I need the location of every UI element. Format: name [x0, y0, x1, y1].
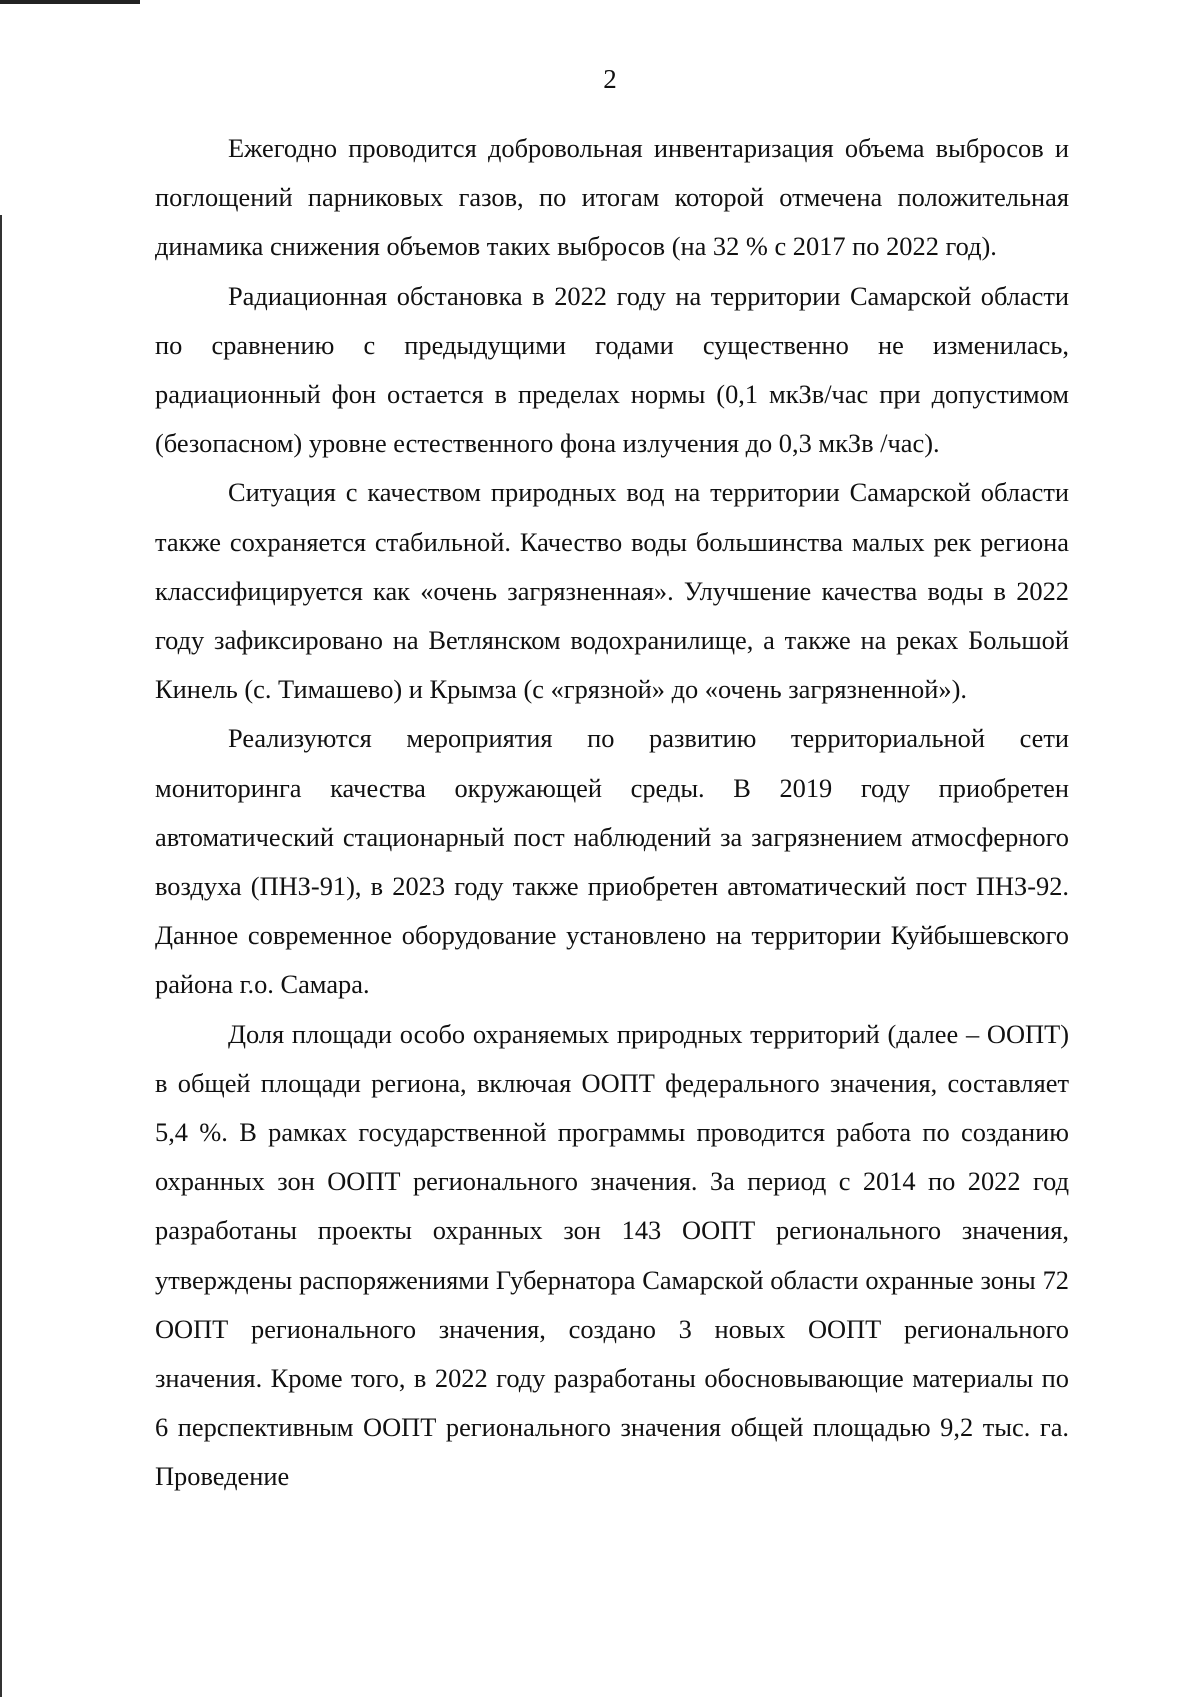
paragraph-monitoring: Реализуются мероприятия по развитию территориальной сети мониторинга качества окружающей среды. В 2019 году приобретен автоматический стационарный пост наблюдений за загрязнением атмосферного воздуха (ПНЗ-91), в 2023 году также приобретен автоматический пост ПНЗ-92. Данное современное оборудование установлено на территории Куйбышевского района г.о. Самара.	[155, 723, 1069, 1000]
paragraph-radiation: Радиационная обстановка в 2022 году на территории Самарской области по сравнению с предыдущими годами существенно не изменилась, радиационный фон остается в пределах нормы (0,1 мкЗв/час при допустимом (безопасном) уровне естественного фона излучения до 0,3 мкЗв /час).	[155, 280, 1069, 459]
paragraph-emissions: Ежегодно проводится добровольная инвентаризация объема выбросов и поглощений парниковых газов, по итогам которой отмечена положительная динамика снижения объемов таких выбросов (на 32 % с 2017 по 2022 год).	[155, 133, 1069, 262]
paragraph-water: Ситуация с качеством природных вод на территории Самарской области также сохраняется стабильной. Качество воды большинства малых рек региона классифицируется как «очень загрязненная». Улучшение качества воды в 2022 году зафиксировано на Ветлянском водохранилище, а также на реках Большой Кинель (с. Тимашево) и Крымза (с «грязной» до «очень загрязненной»).	[155, 477, 1069, 705]
body-text	[155, 124, 1069, 1502]
page-number: 2	[603, 64, 617, 94]
scan-artifact-edge	[0, 215, 2, 1697]
paragraph-protected-areas: Доля площади особо охраняемых природных территорий (далее – ООПТ) в общей площади региона, включая ООПТ федерального значения, составляет 5,4 %. В рамках государственной программы проводится работа по созданию охранных зон ООПТ регионального значения. За период с 2014 по 2022 год разработаны проекты охранных зон 143 ООПТ регионального значения, утверждены распоряжениями Губернатора Самарской области охранные зоны 72 ООПТ регионального значения, создано 3 новых ООПТ регионального значения. Кроме того, в 2022 году разработаны обосновывающие материалы по 6 перспективным ООПТ регионального значения общей площадью 9,2 тыс. га. Проведение	[155, 1018, 1069, 1492]
scan-artifact-bar	[0, 0, 140, 4]
